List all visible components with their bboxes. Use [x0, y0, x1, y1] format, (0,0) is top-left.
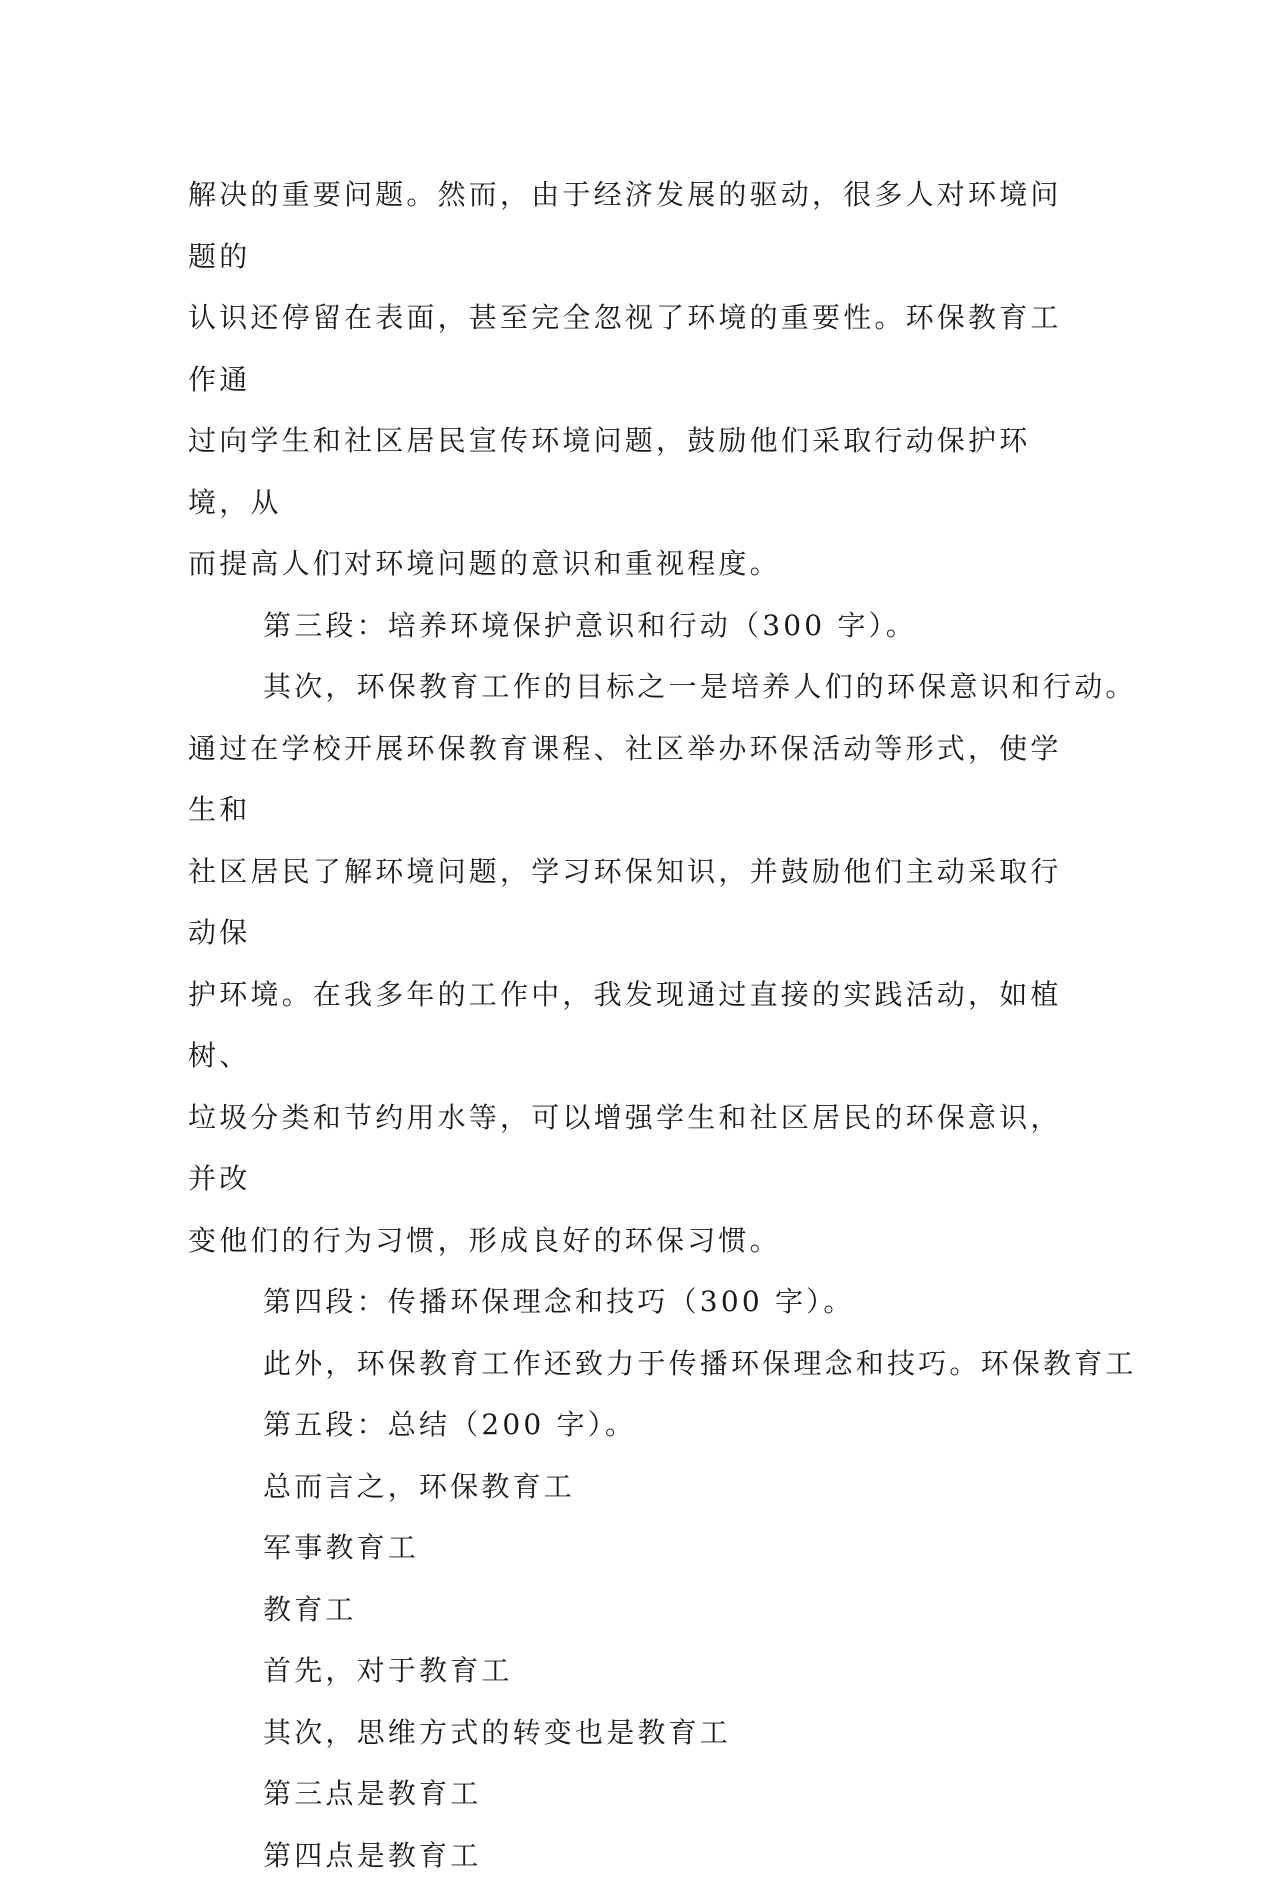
paragraph: 第四点是教育工 — [188, 1825, 1088, 1886]
section-heading: 第四段：传播环保理念和技巧（300 字）。 — [188, 1271, 1088, 1333]
paragraph-line: 通过在学校开展环保教育课程、社区举办环保活动等形式，使学生和 — [188, 718, 1088, 841]
paragraph-line: 而提高人们对环境问题的意识和重视程度。 — [188, 533, 1088, 595]
paragraph-line: 社区居民了解环境问题，学习环保知识，并鼓励他们主动采取行动保 — [188, 841, 1088, 964]
paragraph-line: 过向学生和社区居民宣传环境问题，鼓励他们采取行动保护环境，从 — [188, 410, 1088, 533]
paragraph-line: 解决的重要问题。然而，由于经济发展的驱动，很多人对环境问题的 — [188, 164, 1088, 287]
paragraph: 此外，环保教育工作还致力于传播环保理念和技巧。环保教育工 — [188, 1333, 1088, 1395]
paragraph: 军事教育工 — [188, 1517, 1088, 1579]
document-body — [188, 164, 1088, 1886]
paragraph: 教育工 — [188, 1579, 1088, 1641]
paragraph: 首先，对于教育工 — [188, 1640, 1088, 1702]
paragraph: 其次，思维方式的转变也是教育工 — [188, 1702, 1088, 1764]
paragraph-line: 垃圾分类和节约用水等，可以增强学生和社区居民的环保意识，并改 — [188, 1087, 1088, 1210]
paragraph-line: 变他们的行为习惯，形成良好的环保习惯。 — [188, 1210, 1088, 1272]
section-heading: 第三段：培养环境保护意识和行动（300 字）。 — [188, 595, 1088, 657]
paragraph-line: 护环境。在我多年的工作中，我发现通过直接的实践活动，如植树、 — [188, 964, 1088, 1087]
paragraph: 总而言之，环保教育工 — [188, 1456, 1088, 1518]
paragraph: 第三点是教育工 — [188, 1763, 1088, 1825]
paragraph-line: 认识还停留在表面，甚至完全忽视了环境的重要性。环保教育工作通 — [188, 287, 1088, 410]
paragraph-line: 其次，环保教育工作的目标之一是培养人们的环保意识和行动。 — [188, 656, 1088, 718]
section-heading: 第五段：总结（200 字）。 — [188, 1394, 1088, 1456]
